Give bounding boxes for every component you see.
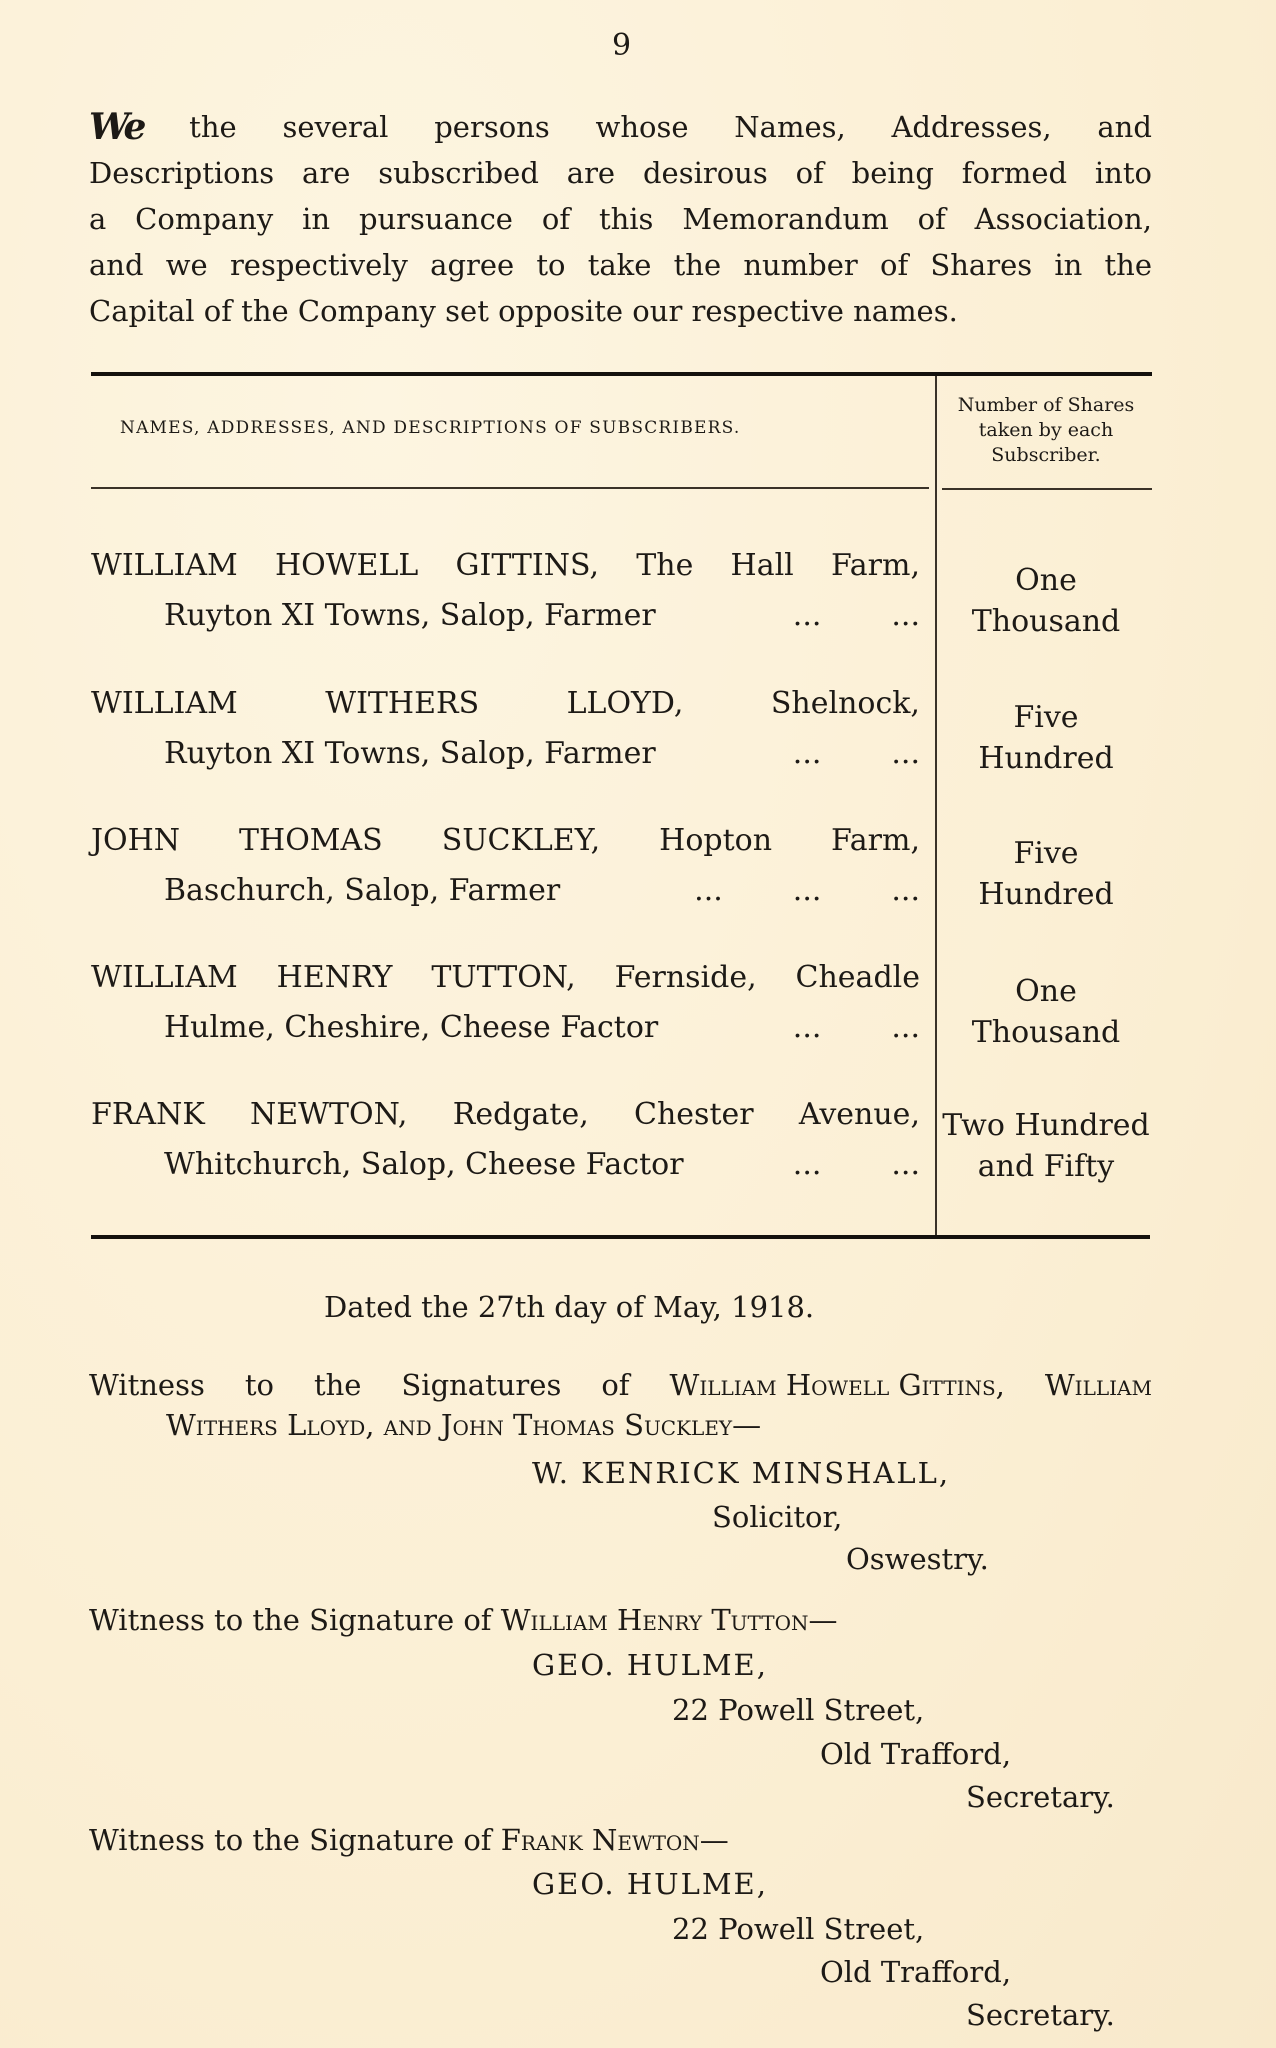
intro-word: are <box>566 156 616 190</box>
intro-line-4 <box>89 242 1152 288</box>
subscriber-row-3-address <box>164 873 920 908</box>
intro-paragraph <box>89 104 1152 334</box>
witness-2-town: Old Trafford, <box>820 1737 1012 1771</box>
row-word: Hall <box>730 548 794 583</box>
intro-word: subscribed <box>378 156 539 190</box>
header-rule-left <box>91 487 929 489</box>
subscriber-row-3-shares <box>940 833 1152 915</box>
row-address: Ruyton XI Towns, Salop, Farmer <box>164 736 656 771</box>
witness-word: to <box>244 1368 274 1402</box>
row-word: Avenue, <box>798 1097 920 1132</box>
table-top-rule <box>91 372 1152 376</box>
column-header-names: NAMES, ADDRESSES, AND DESCRIPTIONS OF SUBSCRIBERS. <box>120 418 741 438</box>
witness-prefix: Witness to the Signature of <box>89 1603 492 1637</box>
row-word: Hopton <box>659 823 773 858</box>
intro-word: whose <box>595 110 689 144</box>
intro-word: we <box>165 248 208 282</box>
row-word: THOMAS <box>239 823 383 858</box>
table-bottom-rule <box>91 1235 1150 1239</box>
witness-1-place: Oswestry. <box>846 1542 989 1576</box>
shares-line: Thousand <box>971 1015 1121 1050</box>
intro-word: in <box>302 202 331 236</box>
intro-word: Shares <box>930 248 1033 282</box>
row-word: Cheadle <box>795 960 920 995</box>
subscriber-row-2-shares <box>940 697 1152 779</box>
shares-line: Thousand <box>971 604 1121 639</box>
subscriber-row-5-shares <box>940 1105 1152 1187</box>
leader-dots: ... ... ... <box>694 873 920 908</box>
shares-line: Five <box>1013 836 1079 871</box>
witness-1-intro-line1 <box>89 1368 1152 1402</box>
witness-1-intro-line2: Withers Lloyd, and John Thomas Suckley— <box>166 1408 762 1442</box>
intro-word: the <box>673 248 722 282</box>
witness-3-street: 22 Powell Street, <box>672 1912 925 1946</box>
row-word: Redgate, <box>452 1097 589 1132</box>
intro-word: this <box>598 202 654 236</box>
row-word: WILLIAM <box>91 960 238 995</box>
page-number: 9 <box>612 28 632 63</box>
intro-word: take <box>587 248 652 282</box>
witness-word: the <box>313 1368 362 1402</box>
row-address: Whitchurch, Salop, Cheese Factor <box>164 1147 684 1182</box>
witness-word: Witness <box>89 1368 205 1402</box>
intro-word: Memorandum <box>682 202 889 236</box>
witness-3-title: Secretary. <box>966 1998 1115 2032</box>
row-address: Baschurch, Salop, Farmer <box>164 873 561 908</box>
witness-names: William <box>1044 1368 1152 1402</box>
intro-word: respectively <box>229 248 408 282</box>
shares-line: One <box>1015 563 1077 598</box>
subscriber-row-4-name <box>91 960 920 995</box>
row-word: JOHN <box>91 823 181 858</box>
dropcap: We <box>89 106 144 148</box>
intro-word: several <box>282 110 389 144</box>
intro-word: persons <box>434 110 550 144</box>
witness-3-intro <box>89 1823 729 1857</box>
intro-line-5 <box>89 288 1152 334</box>
intro-word: number <box>743 248 858 282</box>
subscriber-row-2-name <box>91 686 920 721</box>
column-header-shares: Number of Shares taken by each Subscriber. <box>957 394 1135 466</box>
subscriber-row-4-shares <box>940 971 1152 1053</box>
leader-dots: ... ... <box>792 598 920 633</box>
row-word: FRANK <box>91 1097 205 1132</box>
row-word: WILLIAM <box>91 548 238 583</box>
intro-word: into <box>1094 156 1152 190</box>
witness-names: Frank Newton— <box>500 1823 729 1857</box>
intro-word: Addresses, <box>891 110 1052 144</box>
shares-line: Hundred <box>978 877 1114 912</box>
intro-word: of <box>795 156 824 190</box>
intro-word: a <box>89 202 107 236</box>
intro-line-1 <box>89 104 1152 150</box>
row-word: SUCKLEY, <box>441 823 601 858</box>
row-word: Shelnock, <box>770 686 920 721</box>
row-word: Farm, <box>830 548 920 583</box>
intro-word: Names, <box>734 110 846 144</box>
witness-2-signatory: GEO. HULME, <box>532 1648 768 1682</box>
shares-line: and Fifty <box>977 1149 1115 1184</box>
dated-line: Dated the 27th day of May, 1918. <box>324 1290 815 1324</box>
witness-names: William Henry Tutton— <box>500 1603 838 1637</box>
witness-3-signatory: GEO. HULME, <box>532 1867 768 1901</box>
witness-1-title: Solicitor, <box>712 1500 843 1534</box>
column-divider <box>935 376 937 1236</box>
intro-word: being <box>851 156 934 190</box>
subscriber-row-3-name <box>91 823 920 858</box>
intro-word: Descriptions <box>89 156 275 190</box>
intro-word: and <box>1097 110 1152 144</box>
intro-word: agree <box>430 248 515 282</box>
intro-line-3 <box>89 196 1152 242</box>
row-word: TUTTON, <box>431 960 576 995</box>
shares-line: Five <box>1013 700 1079 735</box>
intro-word: to <box>536 248 566 282</box>
intro-word: of <box>879 248 909 282</box>
intro-word: Capital of the Company set opposite our respective names. <box>89 294 958 328</box>
subscriber-row-4-address <box>164 1010 920 1045</box>
row-word: HOWELL <box>274 548 419 583</box>
header-rule-right <box>942 488 1152 490</box>
subscriber-row-5-address <box>164 1147 920 1182</box>
subscriber-row-1-address <box>164 598 920 633</box>
intro-word: of <box>541 202 571 236</box>
intro-word: the <box>189 110 237 144</box>
witness-names: William Howell Gittins, <box>669 1368 1005 1402</box>
row-word: WILLIAM <box>91 686 238 721</box>
intro-word: pursuance <box>358 202 513 236</box>
row-address: Ruyton XI Towns, Salop, Farmer <box>164 598 656 633</box>
intro-word: are <box>302 156 351 190</box>
intro-word: in <box>1054 248 1083 282</box>
intro-word: Association, <box>974 202 1152 236</box>
row-word: HENRY <box>276 960 393 995</box>
row-address: Hulme, Cheshire, Cheese Factor <box>164 1010 659 1045</box>
shares-line: Hundred <box>978 741 1114 776</box>
subscriber-row-2-address <box>164 736 920 771</box>
shares-line: One <box>1015 974 1077 1009</box>
shares-line: Two Hundred <box>942 1108 1150 1143</box>
witness-3-town: Old Trafford, <box>820 1955 1012 1989</box>
intro-word: desirous <box>642 156 768 190</box>
subscriber-row-1-shares <box>940 560 1152 642</box>
intro-word: formed <box>961 156 1068 190</box>
witness-2-title: Secretary. <box>966 1780 1115 1814</box>
row-word: Farm, <box>831 823 920 858</box>
row-word: WITHERS <box>325 686 480 721</box>
witness-2-street: 22 Powell Street, <box>672 1693 925 1727</box>
subscriber-row-5-name <box>91 1097 920 1132</box>
witness-word: Signatures <box>401 1368 562 1402</box>
leader-dots: ... ... <box>792 736 920 771</box>
intro-word: Company <box>135 202 274 236</box>
row-word: NEWTON, <box>250 1097 408 1132</box>
row-word: Chester <box>634 1097 754 1132</box>
row-word: Fernside, <box>614 960 757 995</box>
leader-dots: ... ... <box>792 1147 920 1182</box>
leader-dots: ... ... <box>792 1010 920 1045</box>
row-word: LLOYD, <box>566 686 684 721</box>
subscriber-row-1-name <box>91 548 920 583</box>
intro-word: of <box>917 202 946 236</box>
intro-word: the <box>1104 248 1152 282</box>
witness-2-intro <box>89 1603 837 1637</box>
intro-line-2 <box>89 150 1152 196</box>
row-word: The <box>636 548 694 583</box>
witness-prefix: Witness to the Signature of <box>89 1823 492 1857</box>
witness-1-signatory: W. KENRICK MINSHALL, <box>532 1456 951 1490</box>
intro-word: and <box>89 248 144 282</box>
row-word: GITTINS, <box>455 548 600 583</box>
witness-word: of <box>601 1368 630 1402</box>
